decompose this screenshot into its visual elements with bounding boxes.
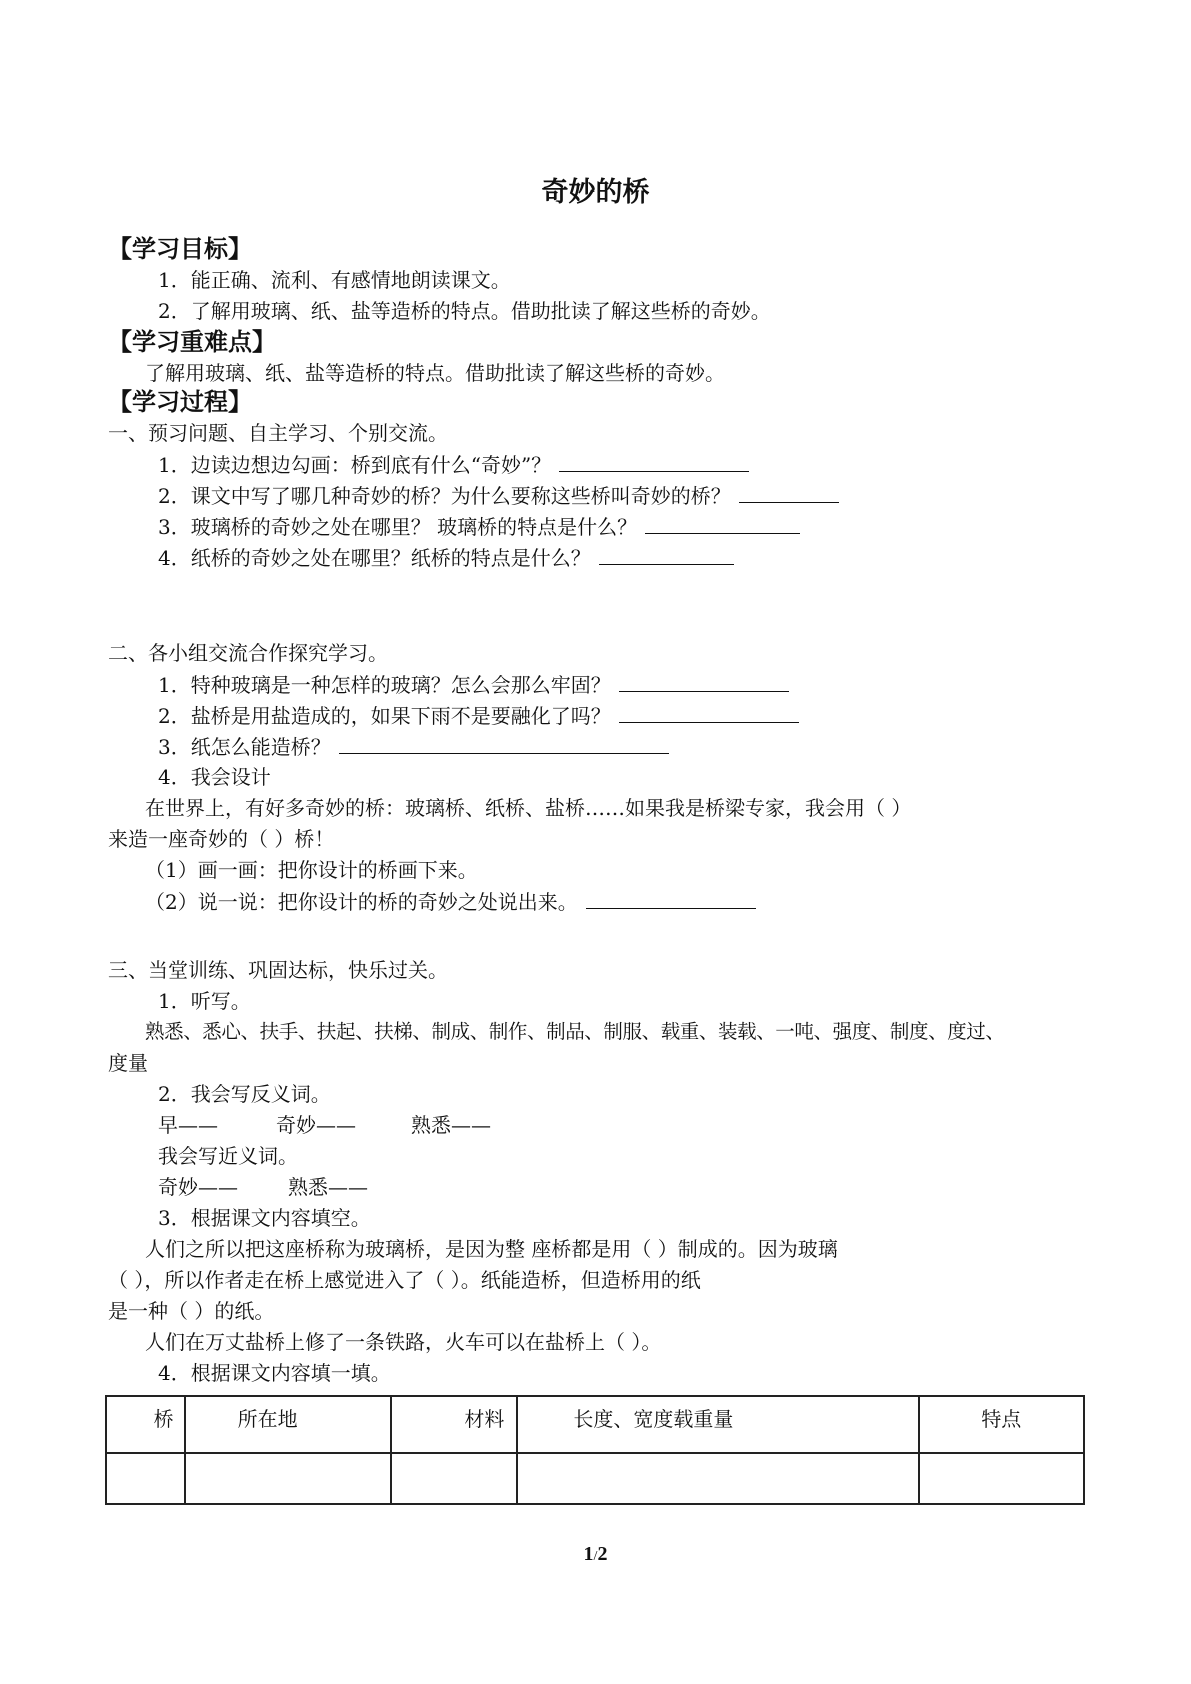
antonym-item: 奇妙—— — [276, 1113, 356, 1137]
part1-question-2 — [158, 480, 839, 511]
table-header-cell: 所在地 — [185, 1396, 392, 1453]
part3-title: 三、当堂训练、巩固达标，快乐过关。 — [108, 958, 448, 982]
fill-label: 3．根据课文内容填空。 — [158, 1206, 371, 1230]
question-text: 3．纸怎么能造桥？ — [158, 735, 331, 759]
question-text: 4．纸桥的奇妙之处在哪里？纸桥的特点是什么？ — [158, 546, 591, 570]
table-header-cell: 材料 — [391, 1396, 517, 1453]
synonym-item: 奇妙—— — [158, 1175, 238, 1199]
answer-blank[interactable] — [339, 731, 669, 754]
table-cell[interactable] — [185, 1453, 392, 1504]
page-separator: / — [593, 1549, 598, 1564]
part2-question-3 — [158, 731, 669, 762]
antonyms-row — [158, 1110, 491, 1140]
part1-question-3 — [158, 511, 800, 542]
dictation-label: 1．听写。 — [158, 989, 251, 1013]
dictation-words: 熟悉、悉心、扶手、扶起、扶梯、制成、制作、制品、制服、载重、装载、一吨、强度、制度、度过、 — [145, 1020, 1005, 1043]
design-draw: （1）画一画：把你设计的桥画下来。 — [145, 858, 478, 882]
antonym-item: 熟悉—— — [411, 1113, 491, 1137]
part2-title: 二、各小组交流合作探究学习。 — [108, 641, 388, 665]
table-row — [106, 1453, 1084, 1504]
table-cell[interactable] — [517, 1453, 918, 1504]
design-line-1: 在世界上，有好多奇妙的桥：玻璃桥、纸桥、盐桥……如果我是桥梁专家，我会用（ ） — [145, 796, 912, 820]
fill-line-3: 是一种（ ）的纸。 — [108, 1299, 275, 1323]
antonyms-label: 2．我会写反义词。 — [158, 1082, 331, 1106]
table-cell[interactable] — [391, 1453, 517, 1504]
answer-blank[interactable] — [586, 886, 756, 909]
keypoints-text: 了解用玻璃、纸、盐等造桥的特点。借助批读了解这些桥的奇妙。 — [145, 361, 725, 385]
goal-item: 2．了解用玻璃、纸、盐等造桥的特点。借助批读了解这些桥的奇妙。 — [158, 299, 771, 323]
table-header-cell: 桥 — [106, 1396, 185, 1453]
fill-line-4: 人们在万丈盐桥上修了一条铁路，火车可以在盐桥上（ ）。 — [145, 1330, 662, 1354]
part1-title: 一、预习问题、自主学习、个别交流。 — [108, 421, 448, 445]
page-number — [0, 1543, 1191, 1566]
fill-line-2: （ ），所以作者走在桥上感觉进入了（ ）。纸能造桥，但造桥用的纸 — [108, 1268, 701, 1292]
fill-line-1: 人们之所以把这座桥称为玻璃桥，是因为整 座桥都是用（ ）制成的。因为玻璃 — [145, 1237, 838, 1261]
design-line-2: 来造一座奇妙的（ ）桥！ — [108, 827, 335, 851]
table-cell[interactable] — [106, 1453, 185, 1504]
question-text: （2）说一说：把你设计的桥的奇妙之处说出来。 — [145, 890, 578, 914]
antonym-item: 早—— — [158, 1113, 218, 1137]
question-text: 1．特种玻璃是一种怎样的玻璃？怎么会那么牢固？ — [158, 673, 611, 697]
goal-item: 1．能正确、流利、有感情地朗读课文。 — [158, 268, 511, 292]
part2-question-4: 4．我会设计 — [158, 765, 271, 789]
page-title: 奇妙的桥 — [541, 177, 650, 208]
answer-blank[interactable] — [599, 542, 734, 565]
question-text: 2．盐桥是用盐造成的，如果下雨不是要融化了吗？ — [158, 704, 611, 728]
answer-blank[interactable] — [645, 511, 800, 534]
question-text: 1．边读边想边勾画：桥到底有什么“奇妙”？ — [158, 453, 552, 477]
part1-question-4 — [158, 542, 734, 573]
answer-blank[interactable] — [739, 480, 839, 503]
part2-question-1 — [158, 669, 789, 700]
page-current: 1 — [583, 1543, 594, 1565]
answer-blank[interactable] — [559, 449, 749, 472]
dictation-words-cont: 度量 — [108, 1051, 148, 1075]
design-say — [145, 886, 756, 917]
question-text: 2．课文中写了哪几种奇妙的桥？为什么要称这些桥叫奇妙的桥？ — [158, 484, 731, 508]
answer-blank[interactable] — [619, 669, 789, 692]
table-header-cell: 特点 — [919, 1396, 1084, 1453]
answer-blank[interactable] — [619, 700, 799, 723]
synonyms-row — [158, 1172, 368, 1202]
goals-heading: 【学习目标】 — [108, 235, 252, 263]
process-heading: 【学习过程】 — [108, 388, 252, 416]
synonym-item: 熟悉—— — [288, 1175, 368, 1199]
part1-question-1 — [158, 449, 749, 480]
bridge-table — [105, 1395, 1085, 1505]
table-header-cell: 长度、宽度载重量 — [517, 1396, 918, 1453]
page-total: 2 — [597, 1543, 608, 1565]
question-text: 3．玻璃桥的奇妙之处在哪里？ 玻璃桥的特点是什么？ — [158, 515, 638, 539]
table-cell[interactable] — [919, 1453, 1084, 1504]
keypoints-heading: 【学习重难点】 — [108, 328, 276, 356]
part2-question-2 — [158, 700, 799, 731]
table-header-row — [106, 1396, 1084, 1453]
synonyms-label: 我会写近义词。 — [158, 1144, 298, 1168]
table-label: 4．根据课文内容填一填。 — [158, 1361, 391, 1385]
